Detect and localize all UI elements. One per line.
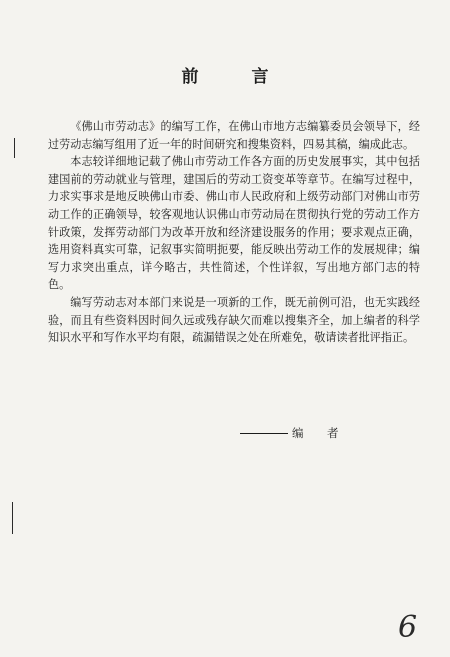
paragraph-2: 本志较详细地记载了佛山市劳动工作各方面的历史发展事实，其中包括建国前的劳动就业与管理，建国后的劳动工资变革等章节。在编写过程中，力求实事求是地反映佛山市委、佛山市人民政府和上级劳动部门对佛山市劳动工作的正确领导，较客观地认识佛山市劳动局在贯彻执行党的劳动工作方针政策，发挥劳动部门为改革开放和经济建设服务的作用；要求观点正确，选用资料真实可靠，记叙事实简明扼要，能反映出劳动工作的发展规律；编写力求突出重点，详今略古，共性简述，个性详叙，写出地方部门志的特色。 — [48, 155, 420, 292]
margin-mark — [14, 138, 15, 158]
preface-body — [48, 118, 420, 347]
author-signature — [240, 425, 345, 441]
paragraph-1: 《佛山市劳动志》的编写工作，在佛山市地方志编纂委员会领导下，经过劳动志编写组用了近一年的时间研究和搜集资料，四易其稿，编成此志。 — [48, 120, 420, 151]
paragraph-3: 编写劳动志对本部门来说是一项新的工作，既无前例可沿，也无实践经验，而且有些资料因时间久远或残存缺欠而难以搜集齐全，加上编者的科学知识水平和写作水平均有限，疏漏错误之处在所难免，敬请读者批评指正。 — [48, 295, 420, 345]
signature-text: 编 者 — [292, 426, 345, 440]
margin-mark — [12, 502, 13, 534]
signature-dash — [240, 433, 288, 434]
page-number: 6 — [398, 610, 418, 645]
page-title: 前 言 — [181, 67, 287, 87]
